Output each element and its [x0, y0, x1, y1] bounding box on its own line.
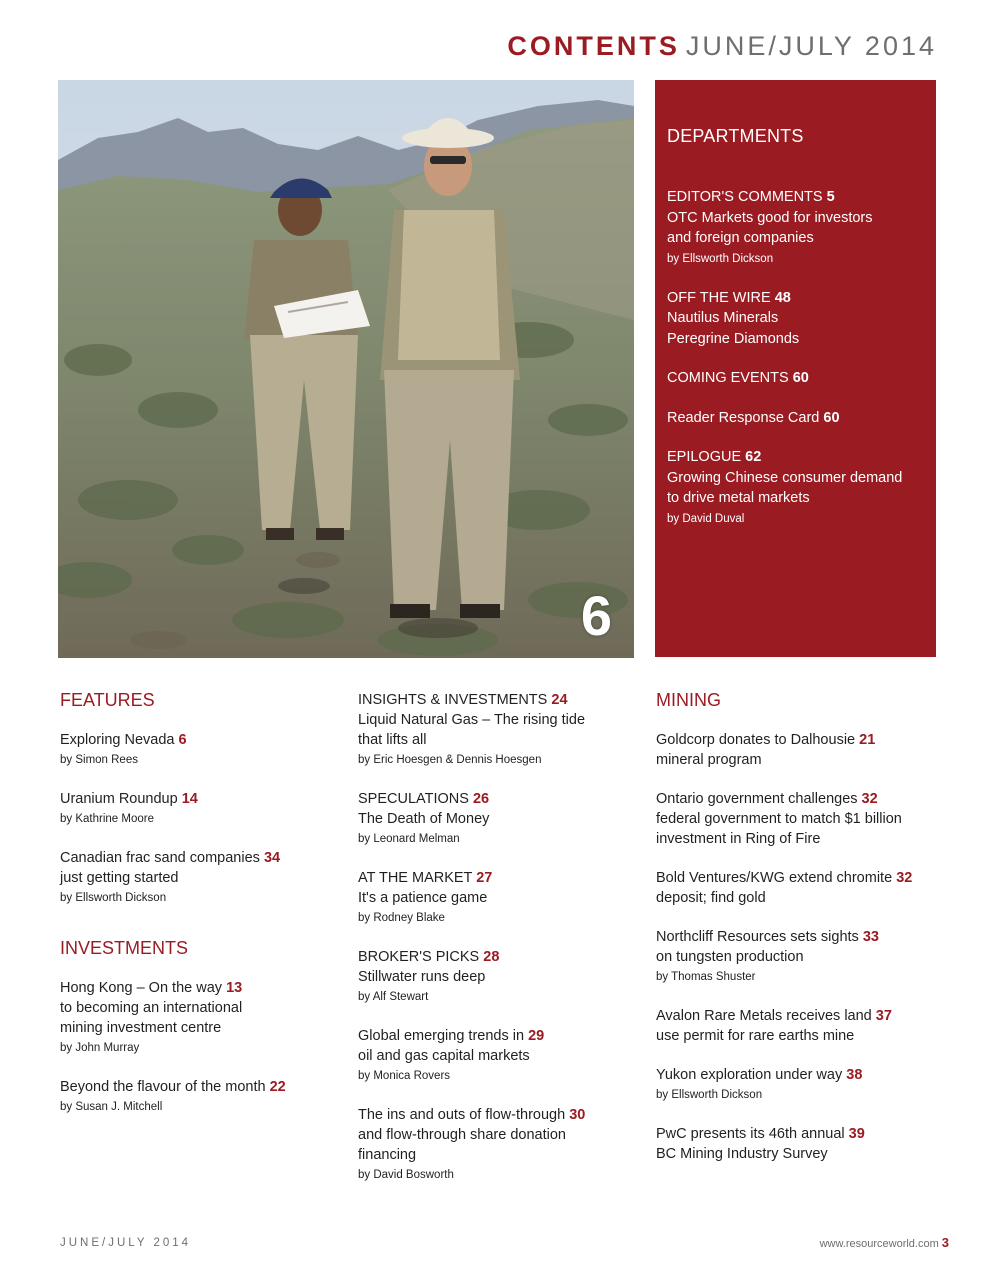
item-title: Ontario government challenges	[656, 791, 858, 807]
mining-column	[656, 688, 946, 1183]
item-byline: by Thomas Shuster	[656, 971, 756, 983]
toc-item[interactable]	[656, 1006, 946, 1046]
item-page: 32	[896, 870, 913, 886]
item-title: Beyond the flavour of the month	[60, 1079, 266, 1095]
item-kicker: BROKER'S PICKS	[358, 949, 480, 965]
departments-heading: DEPARTMENTS	[667, 126, 804, 146]
item-byline: by Leonard Melman	[358, 833, 460, 845]
dept-entry[interactable]	[667, 187, 924, 269]
item-page: 24	[551, 692, 568, 708]
item-page: 29	[528, 1028, 545, 1044]
investments-heading: INVESTMENTS	[60, 938, 189, 958]
item-title-line: oil and gas capital markets	[358, 1048, 530, 1064]
toc-item[interactable]	[656, 927, 946, 987]
item-title: Canadian frac sand companies	[60, 850, 260, 866]
page-masthead	[507, 30, 937, 62]
item-byline: by Monica Rovers	[358, 1070, 451, 1082]
item-title: Global emerging trends in	[358, 1028, 525, 1044]
dept-page: 62	[745, 449, 762, 465]
item-byline: by David Bosworth	[358, 1169, 454, 1181]
toc-item[interactable]	[60, 848, 350, 908]
item-page: 34	[263, 850, 281, 866]
item-page: 30	[569, 1107, 586, 1123]
item-byline: by Kathrine Moore	[60, 813, 154, 825]
toc-item[interactable]	[60, 1077, 350, 1117]
item-byline: by Eric Hoesgen & Dennis Hoesgen	[358, 754, 542, 766]
item-title: Exploring Nevada	[60, 732, 175, 748]
item-title: Bold Ventures/KWG extend chromite	[656, 870, 893, 886]
item-title: Uranium Roundup	[60, 791, 178, 807]
mining-heading: MINING	[656, 690, 721, 710]
dept-page: 5	[826, 189, 835, 205]
item-byline: by Simon Rees	[60, 754, 138, 766]
item-byline: by Rodney Blake	[358, 912, 445, 924]
footer-right	[820, 1235, 949, 1250]
item-title: Northcliff Resources sets sights	[656, 929, 859, 945]
item-page: 27	[476, 870, 493, 886]
dept-kicker: EDITOR'S COMMENTS	[667, 189, 823, 205]
item-title-line: mining investment centre	[60, 1020, 222, 1036]
dept-entry[interactable]	[667, 368, 924, 389]
dept-line: Growing Chinese consumer demand	[667, 469, 903, 486]
item-title-line: It's a patience game	[358, 890, 488, 906]
item-title-line: on tungsten production	[656, 949, 804, 965]
dept-line: to drive metal markets	[667, 490, 810, 506]
nevada-field-photo	[58, 80, 634, 658]
dept-line: and foreign companies	[667, 230, 814, 246]
item-title-line: Liquid Natural Gas – The rising tide	[358, 712, 586, 728]
dept-kicker: Reader Response Card	[667, 409, 820, 426]
item-page: 14	[181, 791, 198, 807]
dept-byline: by Ellsworth Dickson	[667, 252, 774, 265]
item-kicker: INSIGHTS & INVESTMENTS	[358, 692, 548, 708]
dept-line: Nautilus Minerals	[667, 310, 779, 326]
dept-kicker: OFF THE WIRE	[667, 289, 771, 306]
item-page: 32	[861, 791, 878, 807]
item-title: Yukon exploration under way	[656, 1067, 843, 1083]
dept-entry[interactable]	[667, 288, 924, 350]
features-heading: FEATURES	[60, 690, 155, 710]
toc-item[interactable]	[656, 1065, 946, 1105]
item-title-line: Stillwater runs deep	[358, 969, 486, 985]
toc-item[interactable]	[656, 868, 946, 908]
item-title-line: BC Mining Industry Survey	[656, 1146, 828, 1162]
item-byline: by Ellsworth Dickson	[60, 892, 167, 904]
item-title: The ins and outs of flow-through	[358, 1107, 566, 1123]
features-column	[60, 688, 350, 1136]
item-byline: by Alf Stewart	[358, 991, 429, 1003]
item-title-line: just getting started	[60, 870, 179, 886]
item-title-line: use permit for rare earths mine	[656, 1028, 855, 1044]
dept-page: 60	[823, 409, 840, 426]
item-kicker: AT THE MARKET	[358, 870, 473, 886]
item-title: Hong Kong – On the way	[60, 980, 223, 996]
item-byline: by John Murray	[60, 1042, 140, 1054]
dept-line: OTC Markets good for investors	[667, 209, 873, 226]
dept-page: 48	[774, 289, 791, 306]
item-page: 39	[848, 1126, 865, 1142]
dept-entry[interactable]	[667, 408, 924, 429]
item-title-line: investment in Ring of Fire	[656, 831, 821, 847]
item-page: 33	[862, 929, 879, 945]
toc-item[interactable]	[358, 947, 648, 1007]
feature-photo[interactable]	[58, 80, 634, 658]
item-byline: by Susan J. Mitchell	[60, 1101, 163, 1113]
dept-line: Peregrine Diamonds	[667, 330, 800, 347]
issue-date: JUNE/JULY 2014	[685, 31, 937, 61]
item-page: 21	[859, 732, 876, 748]
footer-issue-date: JUNE/JULY 2014	[60, 1237, 192, 1249]
item-title-line: deposit; find gold	[656, 890, 766, 906]
item-title-line: mineral program	[656, 752, 762, 768]
item-page: 26	[472, 791, 490, 807]
item-byline: by Ellsworth Dickson	[656, 1089, 763, 1101]
item-page: 28	[483, 949, 500, 965]
footer-url[interactable]: www.resourceworld.com	[819, 1238, 939, 1250]
photo-page-number: 6	[580, 584, 612, 647]
item-title-line: and flow-through share donation	[358, 1127, 566, 1143]
toc-item[interactable]	[656, 789, 946, 849]
toc-item[interactable]	[60, 789, 350, 829]
toc-item[interactable]	[358, 868, 648, 928]
toc-item[interactable]	[358, 789, 648, 849]
item-title: Avalon Rare Metals receives land	[656, 1008, 872, 1024]
item-title-line: that lifts all	[358, 732, 427, 748]
item-title-line: financing	[358, 1147, 417, 1163]
dept-entry[interactable]	[667, 447, 924, 529]
toc-item[interactable]	[60, 730, 350, 770]
dept-byline: by David Duval	[667, 512, 745, 525]
columns-column	[358, 690, 648, 1204]
folio-number: 3	[941, 1235, 949, 1250]
item-page: 13	[226, 980, 243, 996]
contents-title: CONTENTS	[507, 31, 680, 61]
toc-item[interactable]	[358, 1026, 648, 1086]
toc-item[interactable]	[60, 978, 350, 1058]
item-kicker: SPECULATIONS	[358, 791, 469, 807]
dept-kicker: EPILOGUE	[667, 449, 742, 465]
item-page: 6	[178, 732, 187, 748]
toc-item[interactable]	[358, 690, 648, 770]
item-title-line: to becoming an international	[60, 1000, 243, 1016]
item-title: Goldcorp donates to Dalhousie	[656, 732, 856, 748]
toc-item[interactable]	[358, 1105, 648, 1185]
item-title: PwC presents its 46th annual	[656, 1126, 845, 1142]
item-title-line: The Death of Money	[358, 811, 490, 827]
item-page: 38	[846, 1067, 863, 1083]
toc-item[interactable]	[656, 730, 946, 770]
toc-item[interactable]	[656, 1124, 946, 1164]
item-page: 22	[269, 1079, 286, 1095]
dept-kicker: COMING EVENTS	[667, 370, 789, 386]
dept-page: 60	[792, 370, 809, 386]
item-page: 37	[875, 1008, 892, 1024]
departments-panel	[655, 80, 936, 657]
item-title-line: federal government to match $1 billion	[656, 811, 902, 827]
